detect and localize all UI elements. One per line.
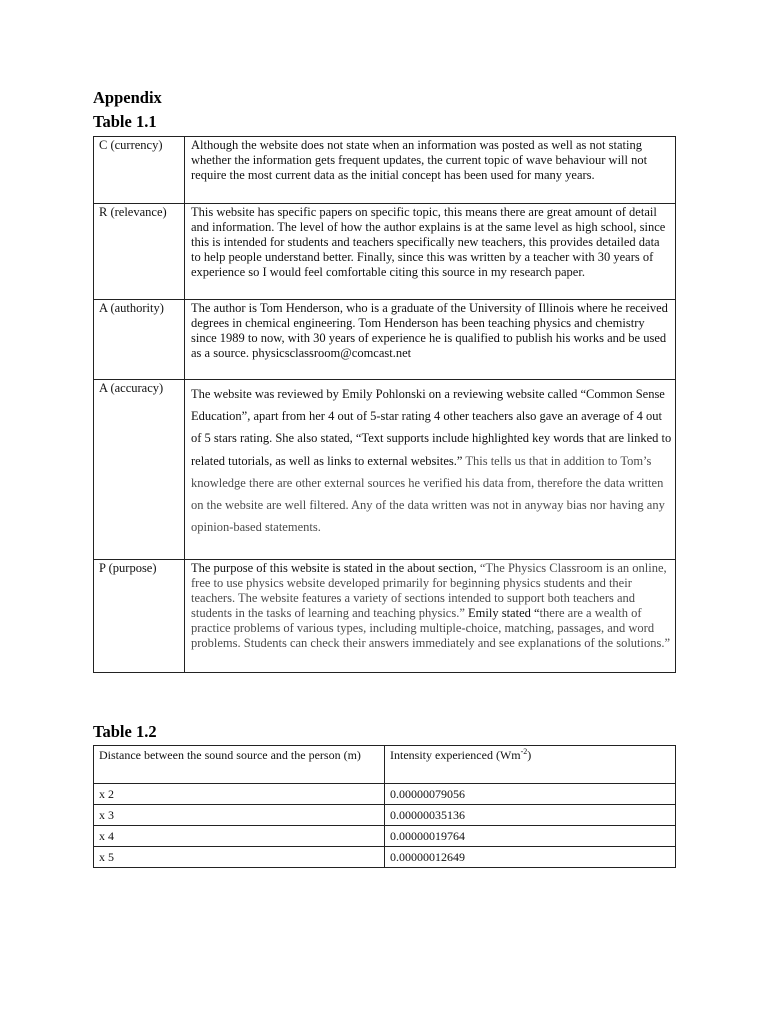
row-text-currency: Although the website does not state when an information was posted as well as not stating whether the information gets frequent updates, the current topic of wave behaviour will not require the most current data as the initial concept has been used for many years. xyxy=(185,137,676,204)
row-text-accuracy xyxy=(185,380,676,560)
row-text-authority: The author is Tom Henderson, who is a graduate of the University of Illinois where he received degrees in chemical engineering. Tom Henderson has been teaching physics and chemistry since 1989 to now, with 30 years of experience he is qualified to publish his works and be used as a source. physicsclassroom@comcast.net xyxy=(185,300,676,380)
header-intensity-suffix: ) xyxy=(527,748,532,762)
purpose-emily-quote: there are a wealth of practice problems of various types, including multiple-choice, matching, passages, and word problems. Students can check their answers immediately and see explanations of the solutions.” xyxy=(191,606,671,650)
row-label-authority: A (authority) xyxy=(94,300,185,380)
intensity-cell: 0.00000019764 xyxy=(385,826,676,847)
accuracy-analysis-text: This tells us that in addition to Tom’s knowledge there are other external sources he verified his data from, therefore the data written on the website are well filtered. Any of the data written was not in anyway bias nor having any opinion-based statements. xyxy=(191,453,665,535)
distance-cell: x 5 xyxy=(94,847,385,868)
table-1-2 xyxy=(93,745,676,868)
row-label-purpose: P (purpose) xyxy=(94,560,185,673)
table-1-2-title: Table 1.2 xyxy=(93,722,157,741)
table-row-relevance xyxy=(94,204,676,300)
table-row xyxy=(94,847,676,868)
row-label-relevance: R (relevance) xyxy=(94,204,185,300)
purpose-emily-intro: Emily stated “ xyxy=(464,606,540,620)
row-text-relevance: This website has specific papers on specific topic, this means there are great amount of detail and information. The level of how the author explains is at the same level as high school, since this is intended for students and teachers specifically new teachers, this provides detailed data to help people understand better. Finally, since this was written by a teacher with 30 years of experience so I would feel comfortable citing this source in my research paper. xyxy=(185,204,676,300)
appendix-heading: Appendix xyxy=(93,88,162,107)
intensity-cell: 0.00000012649 xyxy=(385,847,676,868)
header-intensity-exponent: -2 xyxy=(520,747,528,756)
table-row-authority xyxy=(94,300,676,380)
accuracy-review-text: The website was reviewed by Emily Pohlonski on a reviewing website called “Common Sense Education”, apart from her 4 out of 5-star rating 4 other teachers also gave an average of 4 out of 5 stars rating. She also stated, “Text supports include highlighted key words that are linked to related tutorials, as well as links to external websites.” xyxy=(191,387,672,468)
distance-cell: x 3 xyxy=(94,805,385,826)
header-intensity-prefix: Intensity experienced (Wm xyxy=(390,748,521,762)
purpose-quote-text: “The Physics Classroom is an online, free to use physics website developed primarily for beginning physics students and their teachers. The website features a variety of sections intended to support both teachers and students in the tasks of learning and teaching physics.” xyxy=(191,561,667,620)
header-distance: Distance between the sound source and the person (m) xyxy=(94,746,385,784)
row-label-currency: C (currency) xyxy=(94,137,185,204)
intensity-cell: 0.00000079056 xyxy=(385,784,676,805)
purpose-intro-text: The purpose of this website is stated in the about section, xyxy=(191,561,480,575)
row-label-accuracy: A (accuracy) xyxy=(94,380,185,560)
table-row-currency xyxy=(94,137,676,204)
intensity-cell: 0.00000035136 xyxy=(385,805,676,826)
table-row-purpose xyxy=(94,560,676,673)
distance-cell: x 4 xyxy=(94,826,385,847)
distance-cell: x 2 xyxy=(94,784,385,805)
table-row xyxy=(94,826,676,847)
table-1-1-title: Table 1.1 xyxy=(93,112,157,131)
table-header-row xyxy=(94,746,676,784)
row-text-purpose xyxy=(185,560,676,673)
header-intensity xyxy=(385,746,676,784)
table-row-accuracy xyxy=(94,380,676,560)
table-1-1 xyxy=(93,136,676,673)
table-row xyxy=(94,805,676,826)
table-row xyxy=(94,784,676,805)
